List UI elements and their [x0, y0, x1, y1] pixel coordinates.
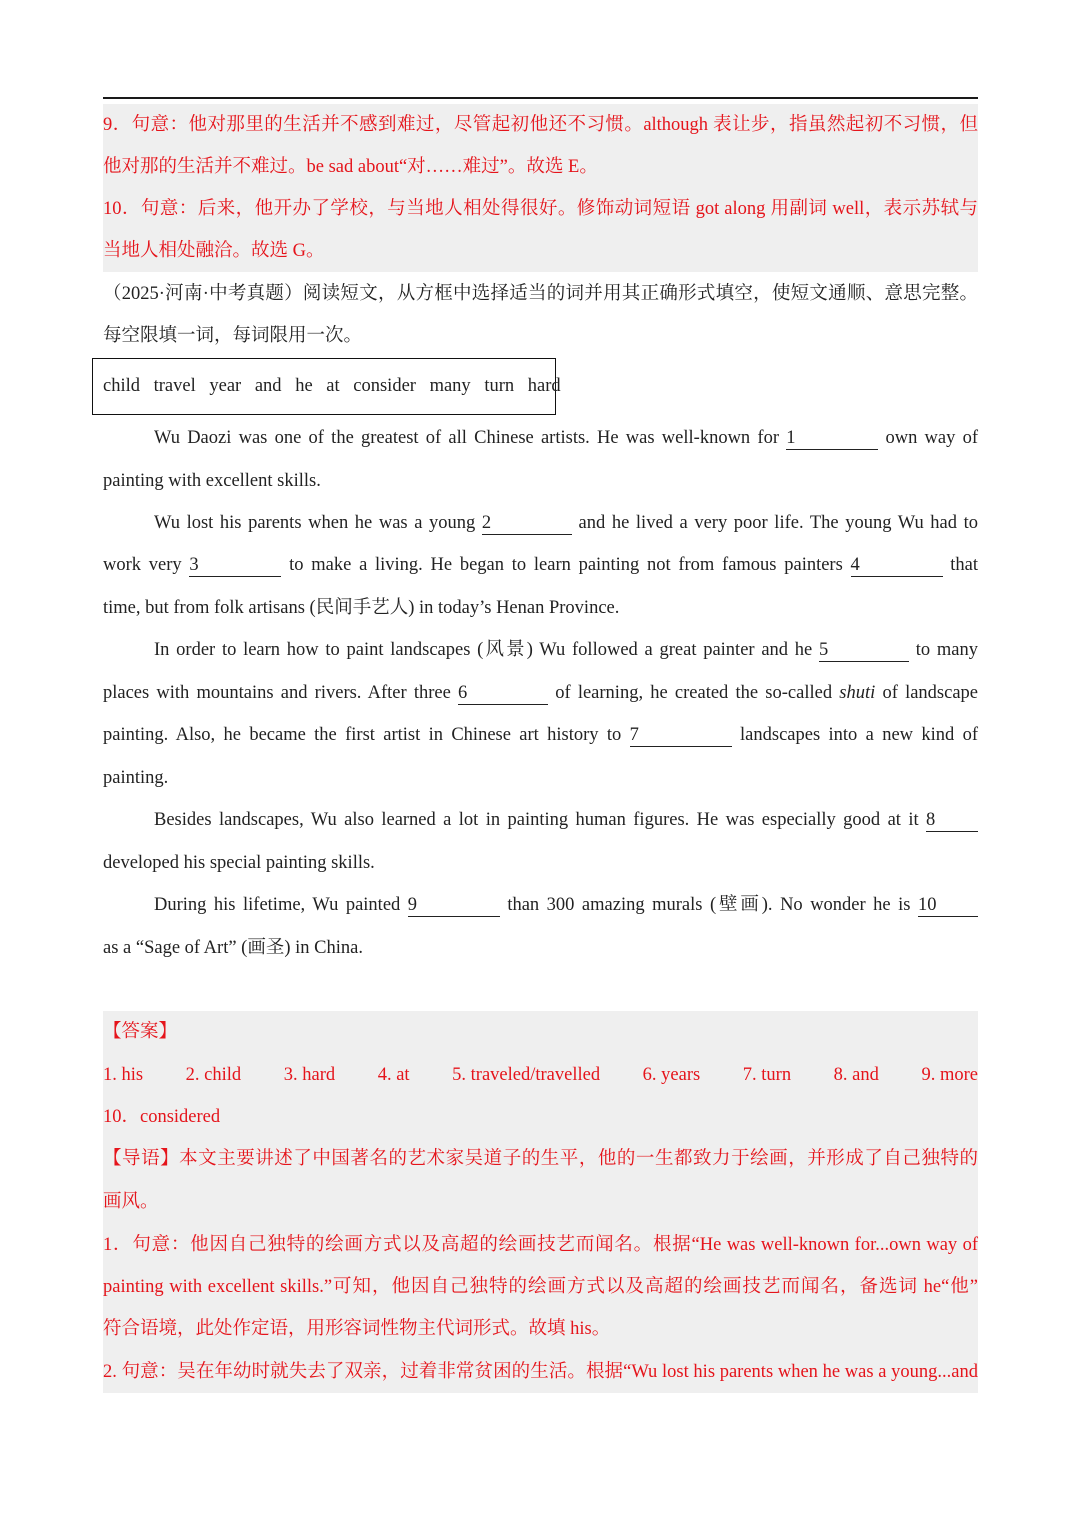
- explanation-1-line2: painting with excellent skills.”可知，他因自己独特的绘画方式以及高超的绘画技艺而闻名，备选词 he“他”: [103, 1277, 978, 1297]
- passage-line: painting with excellent skills.: [103, 471, 321, 491]
- explanation-9-line2: 他对那的生活并不难过。be sad about“对……难过”。故选 E。: [103, 157, 598, 177]
- blank-9[interactable]: 9: [408, 894, 500, 917]
- question-instruction-line1: （2025·河南·中考真题）阅读短文，从方框中选择适当的词并用其正确形式填空，使短文通顺、意思完整。: [103, 284, 978, 304]
- passage-line: Wu lost his parents when he was a young 2 and he lived a very poor life. The young Wu had to: [154, 513, 979, 533]
- passage-line: time, but from folk artisans (民间手艺人) in today’s Henan Province.: [103, 598, 620, 618]
- blank-1[interactable]: 1: [786, 427, 878, 450]
- answer-heading: 【答案】: [103, 1022, 178, 1042]
- passage-line: Besides landscapes, Wu also learned a lot in painting human figures. He was especially good at it 8: [103, 799, 978, 841]
- word-bank-item: and: [254, 376, 282, 396]
- answer-item: 4. at: [377, 1065, 410, 1085]
- word-bank-item: year: [209, 376, 242, 396]
- question-instruction-line2: 每空限填一词，每词限用一次。: [103, 326, 363, 346]
- passage-line: Wu Daozi was one of the greatest of all Chinese artists. He was well-known for 1 own way of: [154, 428, 979, 448]
- passage-line: painting. Also, he became the first artist in Chinese art history to 7 landscapes into a new kind of: [103, 725, 979, 745]
- passage-line: work very 3 to make a living. He began to learn painting not from famous painters 4 that: [103, 555, 979, 575]
- explanation-1-line1: 1．句意：他因自己独特的绘画方式以及高超的绘画技艺而闻名。根据“He was well-known for...own way of: [103, 1235, 978, 1255]
- blank-6[interactable]: 6: [458, 682, 548, 705]
- answer-item: 7. turn: [742, 1065, 792, 1085]
- explanation-1-line3: 符合语境，此处作定语，用形容词性物主代词形式。故填 his。: [103, 1319, 611, 1339]
- blank-10[interactable]: 10: [918, 894, 978, 917]
- explanation-2-line1: 2. 句意：吴在年幼时就失去了双亲，过着非常贫困的生活。根据“Wu lost his parents when he was a young...and: [103, 1362, 978, 1382]
- word-bank-item: at: [326, 376, 340, 396]
- answer-list: [103, 1054, 978, 1096]
- word-bank-item: hard: [527, 376, 561, 396]
- blank-7[interactable]: 7: [630, 724, 732, 747]
- word-bank-item: turn: [484, 376, 515, 396]
- blank-2[interactable]: 2: [482, 512, 572, 535]
- answer-item: 2. child: [185, 1065, 242, 1085]
- blank-3[interactable]: 3: [189, 554, 281, 577]
- passage-line: as a “Sage of Art” (画圣) in China.: [103, 938, 363, 958]
- header-rule: [103, 97, 978, 99]
- answer-item: 5. traveled/travelled: [452, 1065, 601, 1085]
- passage-line: places with mountains and rivers. After three 6 of learning, he created the so-called shuti of landscape: [103, 683, 979, 703]
- answer-item: 8. and: [833, 1065, 879, 1085]
- answer-item: 3. hard: [283, 1065, 336, 1085]
- explanation-10-line2: 当地人相处融洽。故选 G。: [103, 241, 325, 261]
- guide-line2: 画风。: [103, 1192, 159, 1212]
- word-bank-box: [92, 358, 561, 415]
- passage-line: developed his special painting skills.: [103, 853, 375, 873]
- passage-line: During his lifetime, Wu painted 9 than 300 amazing murals (壁画). No wonder he is 10: [103, 884, 978, 926]
- passage-line: painting.: [103, 768, 169, 788]
- blank-5[interactable]: 5: [819, 639, 909, 662]
- word-bank-item: child: [103, 376, 140, 396]
- answer-item: 9. more: [921, 1065, 978, 1085]
- answer-item: 1. his: [103, 1065, 144, 1085]
- word-bank-item: consider: [353, 376, 416, 396]
- answer-item-10: 10．considered: [103, 1107, 221, 1127]
- blank-8[interactable]: 8: [926, 809, 978, 832]
- explanation-9-line1: 9．句意：他对那里的生活并不感到难过，尽管起初他还不习惯。although 表让步，指虽然起初不习惯，但: [103, 115, 978, 135]
- passage-line: In order to learn how to paint landscapes (风景) Wu followed a great painter and he 5 to many: [154, 640, 978, 660]
- word-bank-item: many: [429, 376, 471, 396]
- guide-line1: 【导语】本文主要讲述了中国著名的艺术家吴道子的生平，他的一生都致力于绘画，并形成了自己独特的: [103, 1149, 978, 1169]
- answer-item: 6. years: [642, 1065, 701, 1085]
- explanation-10-line1: 10．句意：后来，他开办了学校，与当地人相处得很好。修饰动词短语 got along 用副词 well，表示苏轼与: [103, 199, 978, 219]
- word-bank-item: travel: [153, 376, 196, 396]
- blank-4[interactable]: 4: [851, 554, 943, 577]
- word-bank-item: he: [295, 376, 313, 396]
